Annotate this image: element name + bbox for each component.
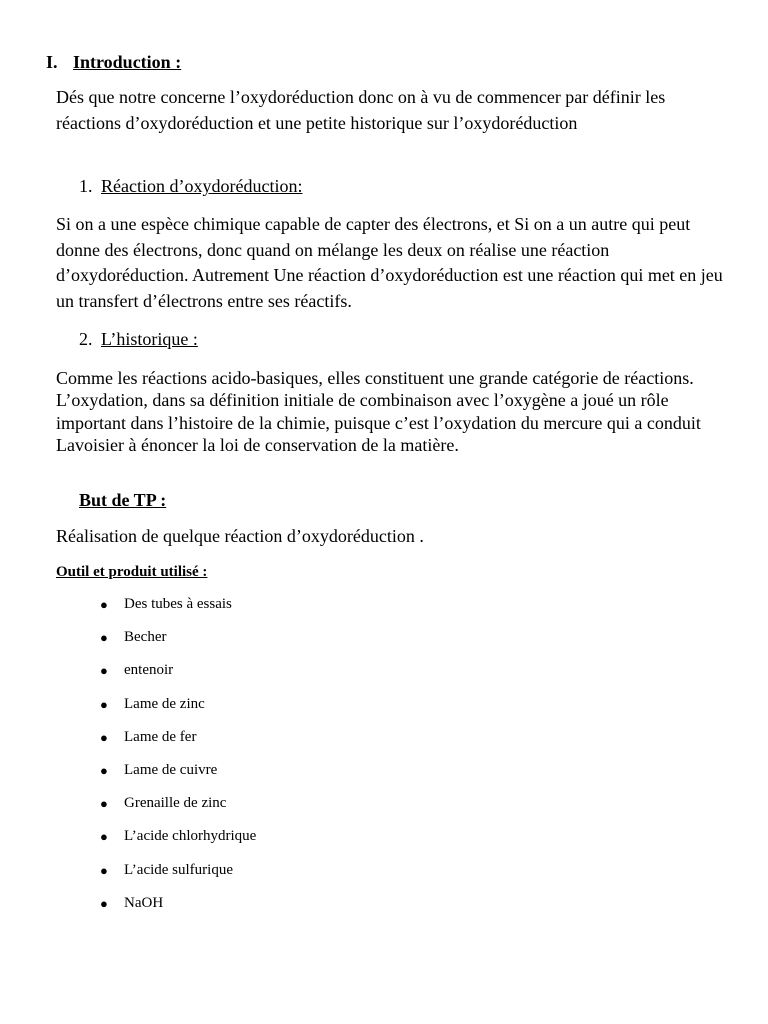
list-item: ● Grenaille de zinc (100, 793, 256, 826)
reaction-paragraph: Si on a une espèce chimique capable de capter des électrons, et Si on a un autre qui peut donne des électrons, donc quand on mélange les deux on réalise une réaction d’oxydoréduction. Autrement Une réaction d’oxydoréduction est une réaction qui met en jeu un transfert d’électrons entre ses réactifs. (56, 214, 723, 311)
bullet-icon: ● (100, 630, 108, 646)
outils-heading: Outil et produit utilisé : (56, 564, 208, 580)
bullet-icon: ● (100, 796, 108, 812)
list-item: ● L’acide chlorhydrique (100, 826, 256, 859)
bullet-icon: ● (100, 663, 108, 679)
but-paragraph: Réalisation de quelque réaction d’oxydoréduction . (56, 526, 424, 546)
outils-list (100, 594, 256, 926)
bullet-icon: ● (100, 696, 108, 712)
bullet-icon: ● (100, 729, 108, 745)
list-item: ● entenoir (100, 660, 256, 693)
bullet-icon: ● (100, 597, 108, 612)
but-heading: But de TP : (79, 490, 167, 510)
bullet-icon: ● (100, 862, 108, 878)
introduction-paragraph: Dés que notre concerne l’oxydoréduction donc on à vu de commencer par définir les réactions d’oxydoréduction et une petite historique sur l’oxydoréduction (56, 87, 666, 133)
reaction-title: Réaction d’oxydoréduction: (101, 176, 303, 196)
bullet-icon: ● (100, 895, 108, 911)
reaction-heading (79, 176, 302, 197)
list-item: ● Lame de fer (100, 727, 256, 760)
list-item: ● L’acide sulfurique (100, 860, 256, 893)
historique-paragraph: Comme les réactions acido-basiques, elles constituent une grande catégorie de réactions. L’oxydation, dans sa définition initiale de combinaison avec l’oxygène a joué un rôle important dans l’histoire de la chimie, puisque c’est l’oxydation du mercure qui a conduit Lavoisier à énoncer la loi de conservation de la matière. (56, 368, 701, 455)
introduction-number: I. (46, 52, 58, 72)
historique-number: 2. (79, 329, 93, 349)
list-item: ● Becher (100, 627, 256, 660)
reaction-number: 1. (79, 176, 93, 196)
list-item: ● Lame de cuivre (100, 760, 256, 793)
list-item: ● Lame de zinc (100, 694, 256, 727)
introduction-title: Introduction : (73, 52, 182, 72)
list-item: ● NaOH (100, 893, 256, 926)
introduction-heading (46, 52, 181, 73)
bullet-icon: ● (100, 762, 108, 778)
historique-title: L’historique : (101, 329, 198, 349)
bullet-icon: ● (100, 829, 108, 845)
list-item: ● Des tubes à essais (100, 594, 256, 627)
historique-heading (79, 329, 198, 350)
